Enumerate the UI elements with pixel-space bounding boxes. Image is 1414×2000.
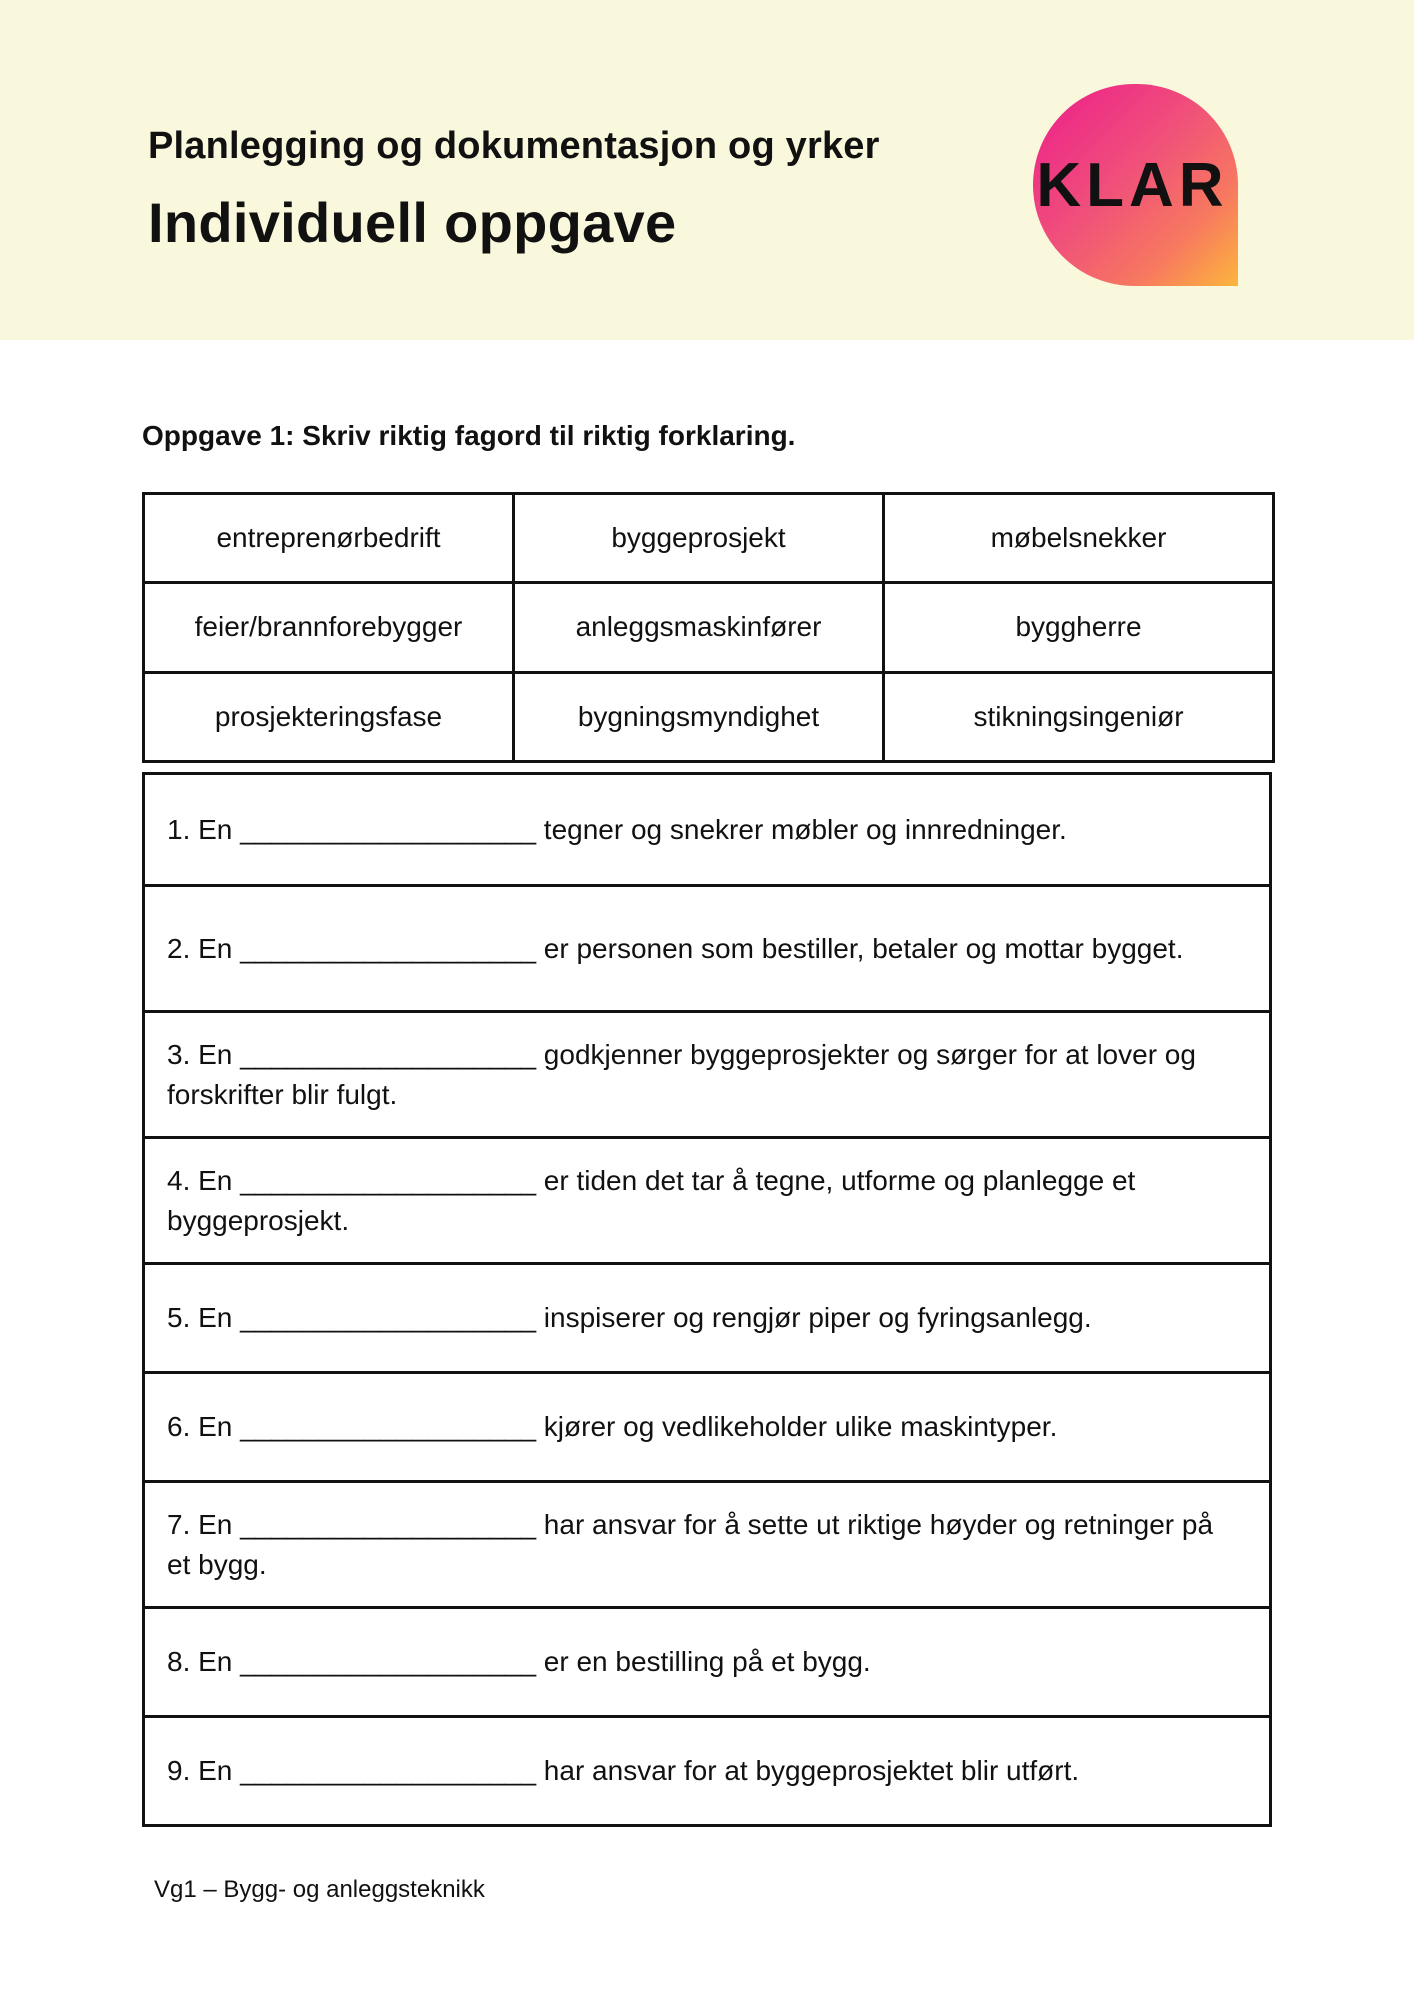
word-bank-row <box>144 583 1274 672</box>
task-heading: Oppgave 1: Skriv riktig fagord til riktig forklaring. <box>142 420 796 451</box>
question-row[interactable] <box>145 1480 1269 1606</box>
subject-title: Planlegging og dokumentasjon og yrker <box>148 125 880 167</box>
word-bank-cell: byggeprosjekt <box>514 494 884 583</box>
word-bank-cell: prosjekteringsfase <box>144 672 514 761</box>
question-text: 5. En ___________________ inspiserer og rengjør piper og fyringsanlegg. <box>167 1302 1092 1333</box>
klar-logo <box>1033 84 1238 286</box>
word-bank-row <box>144 494 1274 583</box>
word-bank-cell: bygningsmyndighet <box>514 672 884 761</box>
word-bank-row <box>144 672 1274 761</box>
word-bank-cell: anleggsmaskinfører <box>514 583 884 672</box>
word-bank-cell: stikningsingeniør <box>884 672 1274 761</box>
question-row[interactable] <box>145 1136 1269 1262</box>
question-row[interactable] <box>145 1606 1269 1715</box>
question-row[interactable] <box>145 1371 1269 1480</box>
question-row[interactable] <box>145 1262 1269 1371</box>
word-bank-cell: feier/brannforebygger <box>144 583 514 672</box>
question-text: 9. En ___________________ har ansvar for at byggeprosjektet blir utført. <box>167 1755 1080 1786</box>
question-text: 2. En ___________________ er personen som bestiller, betaler og mottar bygget. <box>167 932 1184 964</box>
question-text: 8. En ___________________ er en bestilling på et bygg. <box>167 1646 871 1677</box>
word-bank-cell: entreprenørbedrift <box>144 494 514 583</box>
logo-text: KLAR <box>1036 150 1229 220</box>
question-text: 3. En ___________________ godkjenner byggeprosjekter og sørger for at lover og forskrifter blir fulgt. <box>167 1038 1196 1110</box>
question-row[interactable] <box>145 884 1269 1010</box>
question-text: 4. En ___________________ er tiden det tar å tegne, utforme og planlegge et byggeprosjekt. <box>167 1164 1136 1236</box>
question-row[interactable] <box>145 1715 1269 1824</box>
word-bank-cell: byggherre <box>884 583 1274 672</box>
word-bank-cell: møbelsnekker <box>884 494 1274 583</box>
question-row[interactable] <box>145 775 1269 884</box>
question-text: 7. En ___________________ har ansvar for å sette ut riktige høyder og retninger på et bygg. <box>167 1508 1214 1580</box>
page-title: Individuell oppgave <box>148 191 677 254</box>
footer-text: Vg1 – Bygg- og anleggsteknikk <box>154 1876 485 1903</box>
questions-list <box>142 772 1272 1827</box>
question-text: 6. En ___________________ kjører og vedlikeholder ulike maskintyper. <box>167 1411 1058 1442</box>
question-row[interactable] <box>145 1010 1269 1136</box>
word-bank-table <box>142 492 1275 763</box>
question-text: 1. En ___________________ tegner og snekrer møbler og innredninger. <box>167 813 1067 845</box>
